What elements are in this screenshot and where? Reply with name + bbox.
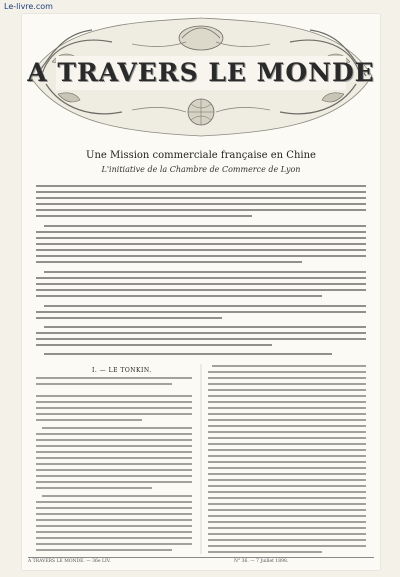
article-body-text bbox=[22, 14, 380, 570]
article-subtitle: L'initiative de la Chambre de Commerce de Lyon bbox=[101, 165, 301, 174]
magazine-title: A TRAVERS LE MONDE bbox=[27, 58, 375, 87]
magazine-page bbox=[22, 14, 380, 570]
section-heading: I. — LE TONKIN. bbox=[92, 367, 152, 374]
footer-issue: A TRAVERS LE MONDE. — 36e LIV. bbox=[28, 559, 111, 564]
footer-date: N° 36. — 7 Juillet 1898. bbox=[234, 559, 289, 564]
watermark: Le-livre.com bbox=[4, 2, 53, 11]
footer-rule bbox=[28, 557, 374, 558]
article-title: Une Mission commerciale française en Chine bbox=[86, 150, 316, 161]
